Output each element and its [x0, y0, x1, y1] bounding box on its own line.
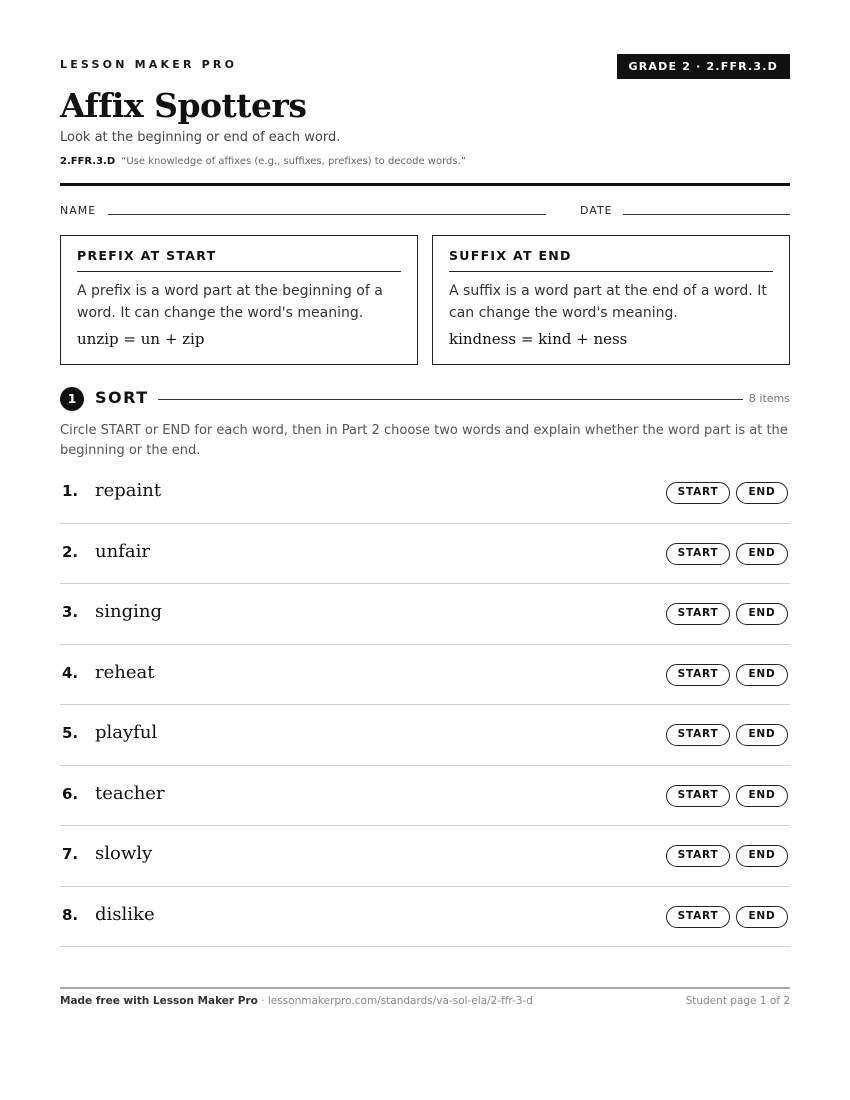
end-choice-button[interactable]: END — [736, 724, 788, 746]
start-choice-button[interactable]: START — [666, 785, 730, 807]
start-choice-button[interactable]: START — [666, 845, 730, 867]
standard-text: “Use knowledge of affixes (e.g., suffixes, prefixes) to decode words.” — [121, 156, 466, 167]
brand-name: LESSON MAKER PRO — [60, 58, 238, 71]
prefix-box-heading: PREFIX AT START — [77, 248, 401, 272]
start-choice-button[interactable]: START — [666, 724, 730, 746]
start-choice-button[interactable]: START — [666, 603, 730, 625]
footer-url: · lessonmakerpro.com/standards/va-sol-ela/2-ffr-3-d — [257, 995, 533, 1007]
date-label: DATE — [580, 204, 613, 217]
list-item — [60, 826, 790, 887]
section-rule — [158, 399, 743, 400]
list-item — [60, 524, 790, 585]
start-choice-button[interactable]: START — [666, 664, 730, 686]
suffix-box-heading: SUFFIX AT END — [449, 248, 773, 272]
list-item — [60, 705, 790, 766]
end-choice-button[interactable]: END — [736, 845, 788, 867]
footer-divider — [60, 987, 790, 989]
section-instructions: Circle START or END for each word, then in Part 2 choose two words and explain whether the word part is at the beginning or the end. — [60, 423, 788, 458]
item-word: slowly — [95, 843, 153, 864]
grade-badge: GRADE 2 · 2.FFR.3.D — [617, 54, 790, 79]
item-word: unfair — [95, 540, 150, 562]
start-choice-button[interactable]: START — [666, 906, 730, 928]
section-number-badge: 1 — [60, 387, 84, 411]
end-choice-button[interactable]: END — [736, 482, 788, 504]
list-item — [60, 584, 790, 645]
word-list — [60, 463, 790, 947]
item-number: 6. — [62, 784, 79, 803]
prefix-info-box — [60, 235, 418, 365]
start-choice-button[interactable]: START — [666, 543, 730, 565]
list-item — [60, 766, 790, 827]
list-item — [60, 645, 790, 706]
item-number: 2. — [62, 542, 79, 561]
end-choice-button[interactable]: END — [736, 906, 788, 928]
end-choice-button[interactable]: END — [736, 603, 788, 625]
item-number: 4. — [62, 663, 79, 682]
standard-code: 2.FFR.3.D — [60, 156, 116, 167]
item-number: 8. — [62, 905, 79, 924]
header-divider — [60, 183, 790, 186]
prefix-box-example: unzip = un + zip — [77, 330, 205, 348]
item-number: 1. — [62, 482, 79, 500]
list-item — [60, 887, 790, 948]
section-header — [60, 387, 790, 411]
item-number: 5. — [62, 724, 79, 742]
footer-page-number: Student page 1 of 2 — [685, 995, 790, 1007]
item-word: reheat — [95, 661, 155, 683]
item-word: teacher — [95, 782, 165, 804]
suffix-info-box — [432, 235, 790, 365]
date-field[interactable] — [623, 214, 790, 215]
page-subtitle: Look at the beginning or end of each word. — [60, 130, 341, 145]
item-number: 3. — [62, 603, 79, 621]
end-choice-button[interactable]: END — [736, 543, 788, 565]
name-field[interactable] — [108, 214, 546, 215]
page-title: Affix Spotters — [60, 86, 307, 125]
list-item — [60, 463, 790, 524]
item-count: 8 items — [748, 392, 790, 405]
section-title: SORT — [95, 388, 149, 407]
name-label: NAME — [60, 204, 97, 217]
prefix-box-text: A prefix is a word part at the beginning of a word. It can change the word's meaning. — [77, 283, 383, 321]
suffix-box-text: A suffix is a word part at the end of a word. It can change the word's meaning. — [449, 283, 767, 321]
item-word: playful — [95, 722, 158, 743]
end-choice-button[interactable]: END — [736, 785, 788, 807]
item-number: 7. — [62, 845, 79, 863]
start-choice-button[interactable]: START — [666, 482, 730, 504]
standard-line — [60, 156, 466, 167]
end-choice-button[interactable]: END — [736, 664, 788, 686]
item-word: singing — [95, 601, 162, 622]
footer-credit — [60, 995, 533, 1007]
item-word: repaint — [95, 480, 162, 501]
suffix-box-example: kindness = kind + ness — [449, 330, 628, 348]
item-word: dislike — [95, 903, 155, 925]
footer-made-with: Made free with Lesson Maker Pro — [60, 995, 258, 1007]
